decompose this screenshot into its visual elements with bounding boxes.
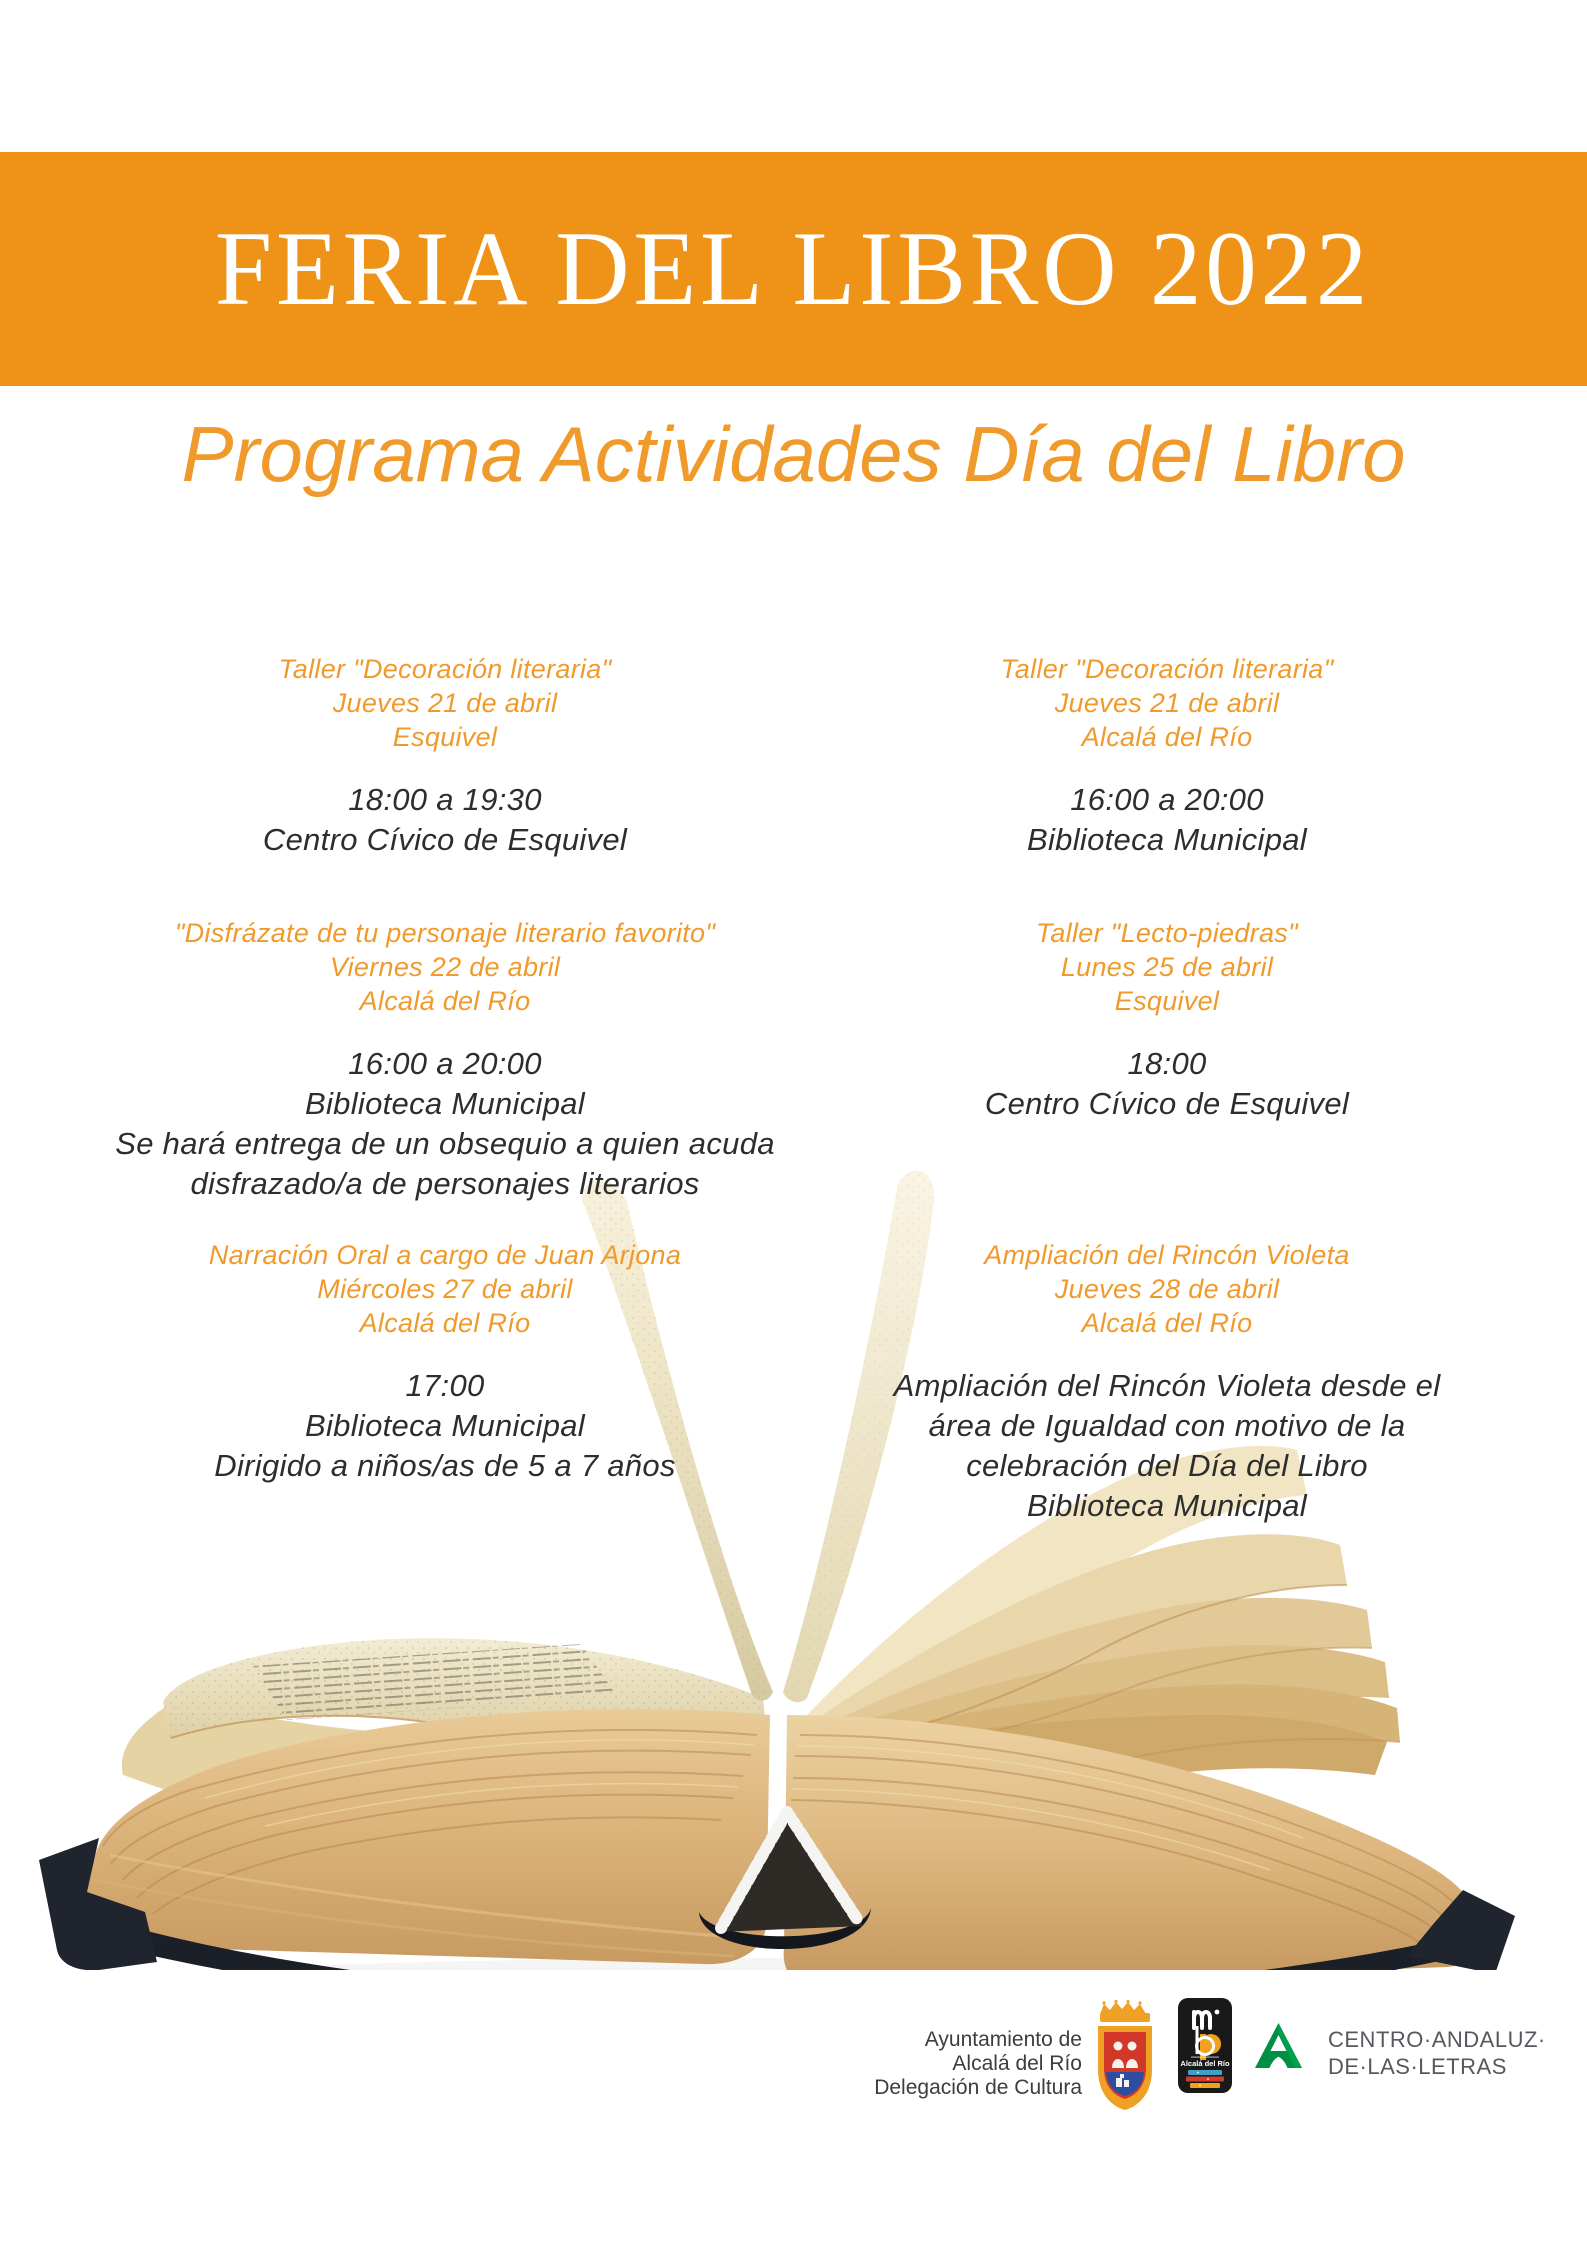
alcala-del-rio-crest-icon	[1094, 2000, 1156, 2117]
organization-text	[782, 2028, 1082, 2100]
event-date: Viernes 22 de abril	[329, 952, 561, 982]
cal-line: CENTRO·ANDALUZ·	[1328, 2027, 1546, 2052]
event-detail: Dirigido a niños/as de 5 a 7 años	[214, 1448, 676, 1483]
event-title: Taller "Lecto-piedras"	[1036, 918, 1298, 948]
event-card	[872, 652, 1462, 860]
junta-de-andalucia-a-icon	[1255, 2023, 1302, 2073]
event-date: Jueves 21 de abril	[332, 688, 558, 718]
event-card	[110, 652, 780, 860]
event-details	[872, 780, 1462, 860]
event-detail: 17:00	[405, 1368, 485, 1403]
biblioteca-publica-bp-logo-icon	[1178, 1998, 1232, 2098]
event-card	[872, 1238, 1462, 1526]
event-detail: Ampliación del Rincón Violeta desde el área de Igualdad con motivo de la celebración del Día del Libro	[893, 1368, 1441, 1483]
event-detail: Biblioteca Municipal	[305, 1086, 585, 1121]
event-card	[872, 916, 1462, 1124]
event-details	[110, 780, 780, 860]
event-card	[110, 1238, 780, 1486]
event-title: Taller "Decoración literaria"	[1000, 654, 1334, 684]
event-detail: 18:00 a 19:30	[348, 782, 542, 817]
poster-subtitle: Programa Actividades Día del Libro	[181, 410, 1406, 498]
event-place: Alcalá del Río	[359, 1308, 531, 1338]
event-title: "Disfrázate de tu personaje literario favorito"	[174, 918, 716, 948]
event-date: Jueves 28 de abril	[1054, 1274, 1280, 1304]
event-card	[110, 916, 780, 1204]
event-place: Esquivel	[1114, 986, 1220, 1016]
organization-line: Alcalá del Río	[952, 2052, 1082, 2075]
event-detail: Centro Cívico de Esquivel	[262, 822, 628, 857]
event-details	[872, 1366, 1462, 1526]
event-details	[110, 1044, 780, 1204]
event-date: Jueves 21 de abril	[1054, 688, 1280, 718]
poster-title: FERIA DEL LIBRO 2022	[215, 210, 1372, 327]
event-place: Alcalá del Río	[1081, 1308, 1253, 1338]
banner	[0, 152, 1587, 386]
event-detail: Biblioteca Municipal	[1027, 1488, 1307, 1523]
event-details	[872, 1044, 1462, 1124]
centro-andaluz-letras-wordmark	[1328, 2026, 1546, 2080]
organization-line: Delegación de Cultura	[874, 2076, 1082, 2099]
organization-line: Ayuntamiento de	[924, 2028, 1082, 2051]
event-details	[110, 1366, 780, 1486]
event-title: Narración Oral a cargo de Juan Arjona	[208, 1240, 682, 1270]
event-date: Miércoles 27 de abril	[317, 1274, 573, 1304]
event-detail: 16:00 a 20:00	[1070, 782, 1264, 817]
event-place: Alcalá del Río	[1081, 722, 1253, 752]
event-detail: Biblioteca Municipal	[305, 1408, 585, 1443]
event-detail: 16:00 a 20:00	[348, 1046, 542, 1081]
event-title: Ampliación del Rincón Violeta	[984, 1240, 1350, 1270]
event-place: Esquivel	[392, 722, 498, 752]
event-detail: Centro Cívico de Esquivel	[984, 1086, 1350, 1121]
event-date: Lunes 25 de abril	[1060, 952, 1274, 982]
cal-line: DE·LAS·LETRAS	[1328, 2054, 1507, 2079]
event-title: Taller "Decoración literaria"	[278, 654, 612, 684]
event-detail: 18:00	[1127, 1046, 1207, 1081]
event-detail: Biblioteca Municipal	[1027, 822, 1307, 857]
bp-logo-label: Alcalá del Río	[1180, 2059, 1230, 2068]
event-place: Alcalá del Río	[359, 986, 531, 1016]
event-detail: Se hará entrega de un obsequio a quien acuda disfrazado/a de personajes literarios	[115, 1126, 775, 1201]
